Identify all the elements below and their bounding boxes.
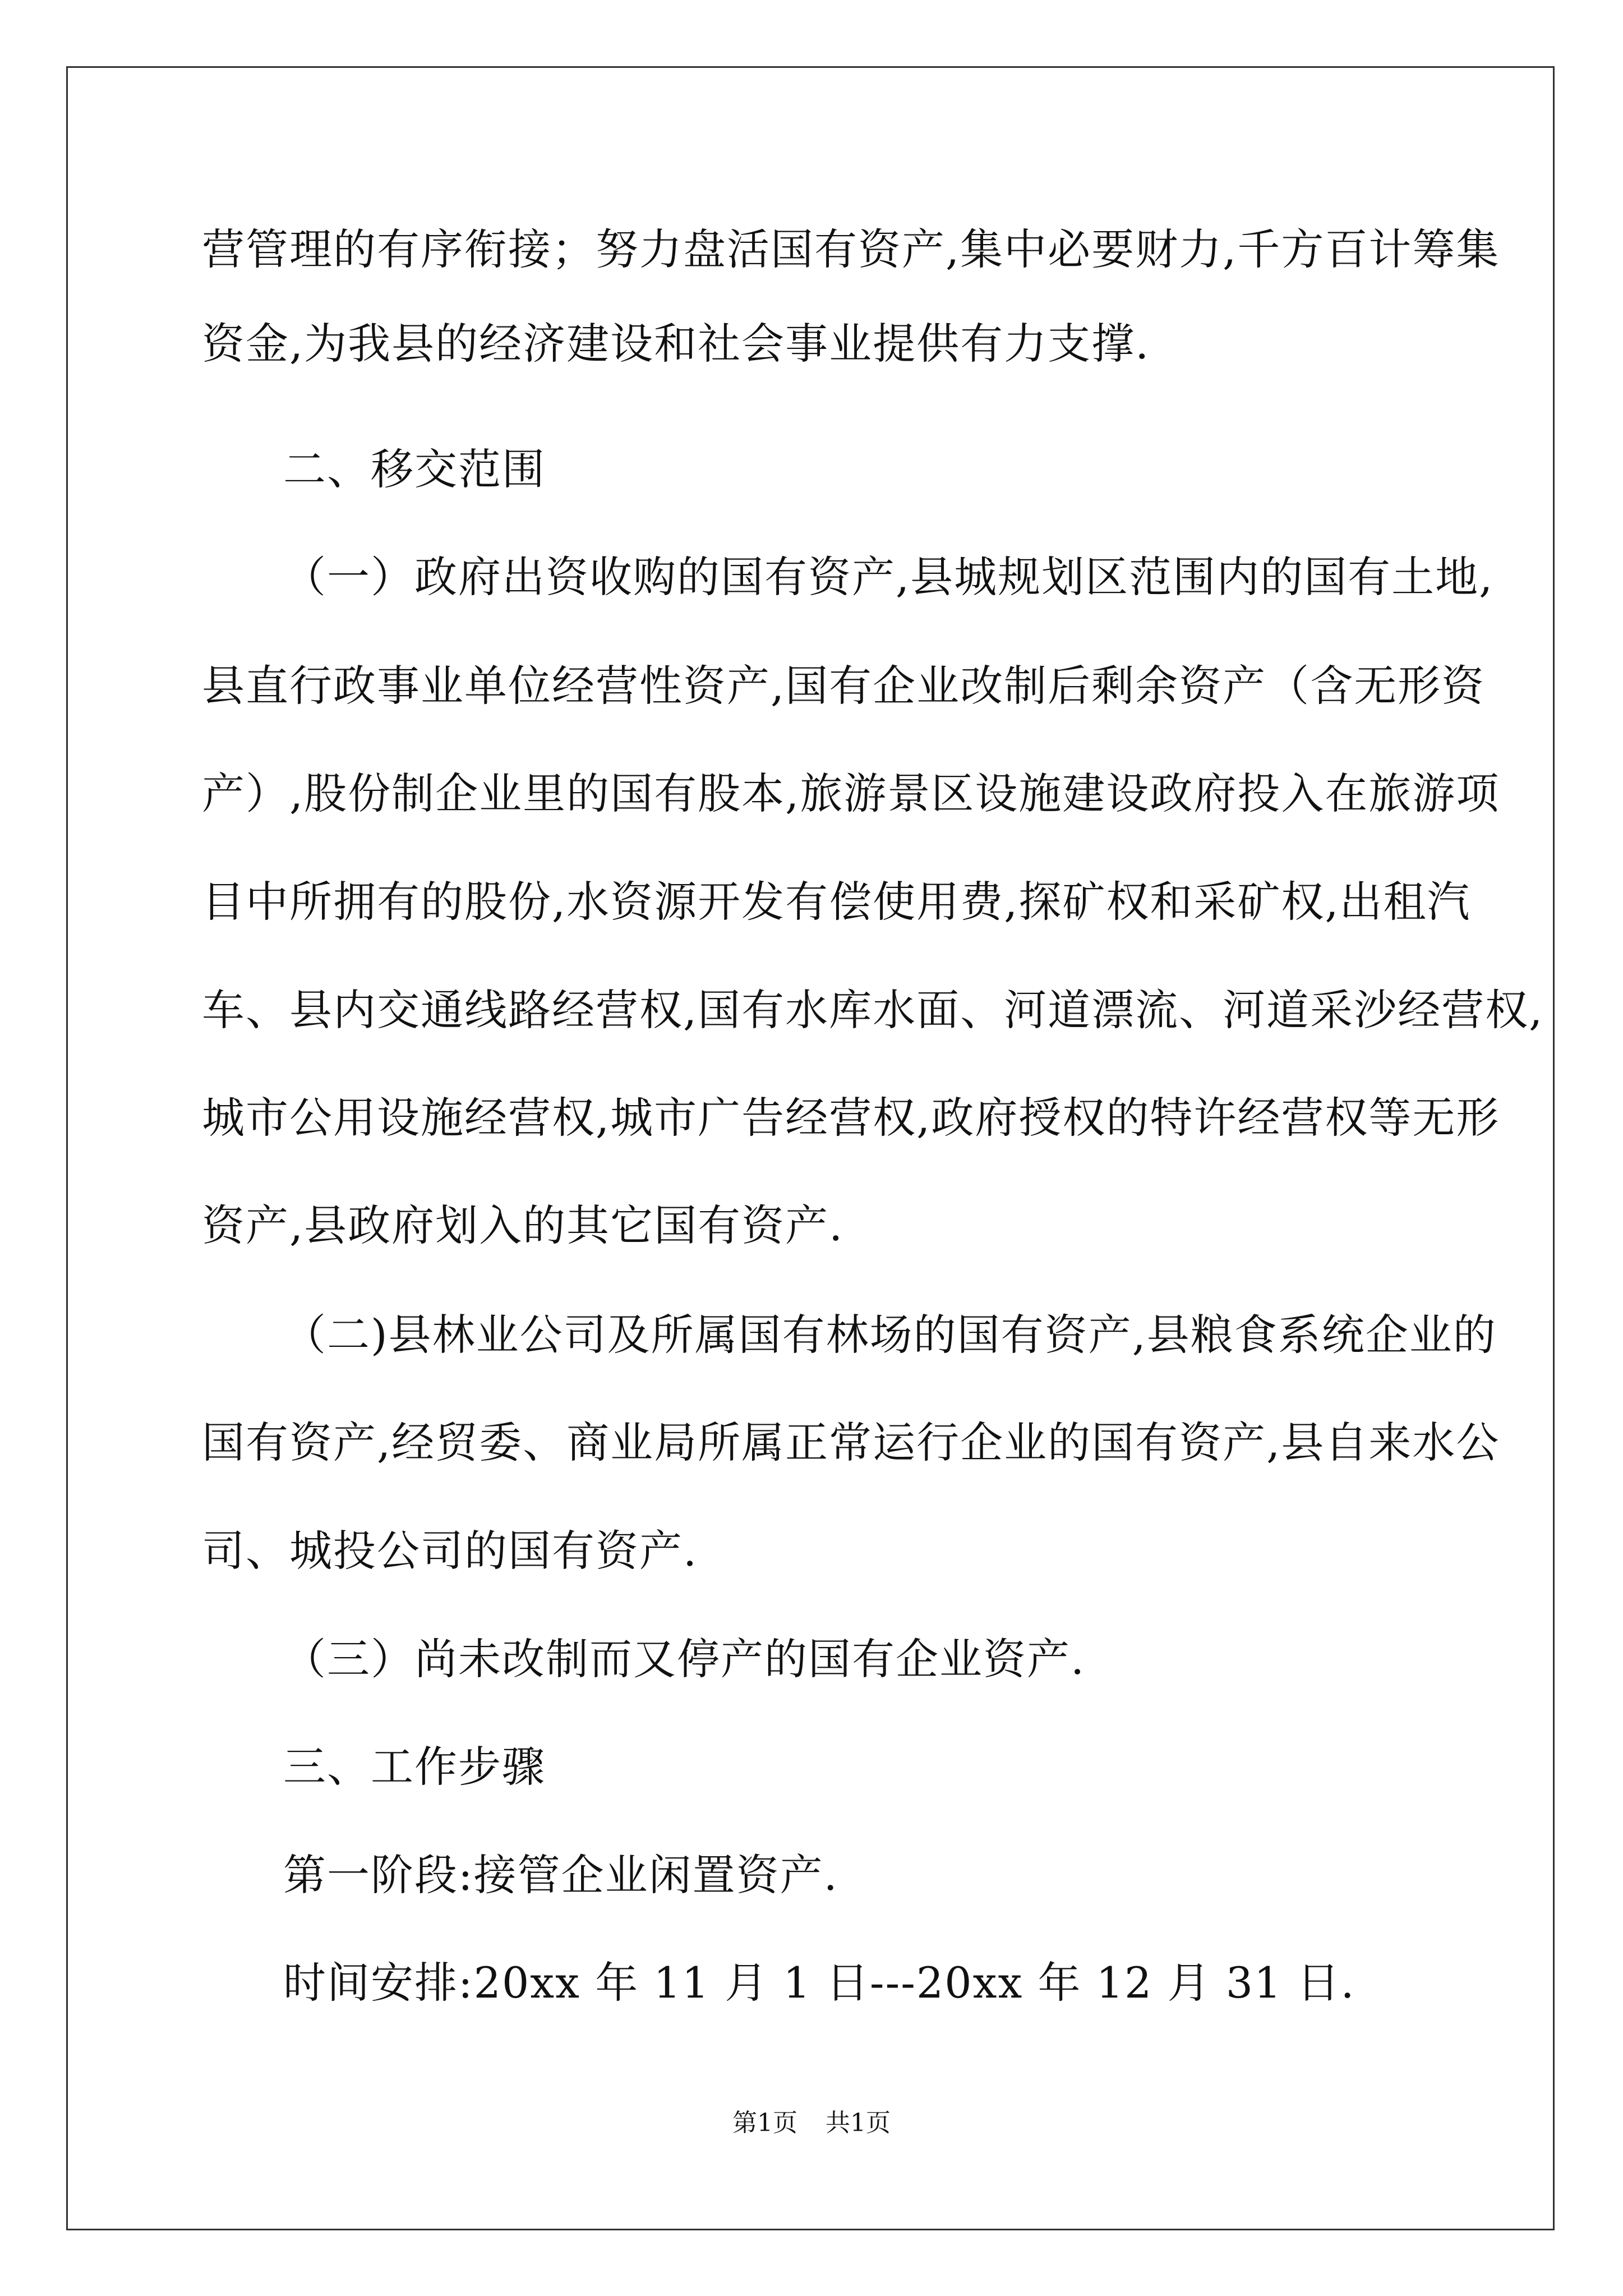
- paragraph-line: 资产,县政府划入的其它国有资产.: [202, 1200, 844, 1250]
- paragraph-line: 目中所拥有的股份,水资源开发有偿使用费,探矿权和采矿权,出租汽: [202, 877, 1471, 927]
- page-footer: [0, 2106, 1623, 2140]
- text-line: 营管理的有序衔接；努力盘活国有资产,集中必要财力,千方百计筹集: [202, 224, 1500, 274]
- page-total: 共1页: [826, 2109, 891, 2137]
- paragraph-line: 第一阶段:接管企业闲置资产.: [283, 1850, 838, 1900]
- paragraph-line: 司、城投公司的国有资产.: [202, 1526, 698, 1576]
- text-line: 资金,为我县的经济建设和社会事业提供有力支撑.: [202, 319, 1150, 369]
- paragraph-line: （二)县林业公司及所属国有林场的国有资产,县粮食系统企业的: [283, 1310, 1497, 1360]
- paragraph-line: 国有资产,经贸委、商业局所属正常运行企业的国有资产,县自来水公: [202, 1418, 1500, 1467]
- page-number: 第1页: [732, 2109, 797, 2137]
- paragraph-line: （一）政府出资收购的国有资产,县城规划区范围内的国有土地,: [283, 552, 1494, 602]
- section-heading: 二、移交范围: [283, 444, 546, 494]
- paragraph-line: 车、县内交通线路经营权,国有水库水面、河道漂流、河道采沙经营权,: [202, 985, 1544, 1035]
- paragraph-line: 时间安排:20xx 年 11 月 1 日---20xx 年 12 月 31 日.: [283, 1958, 1355, 2008]
- paragraph-line: 产）,股份制企业里的国有股本,旅游景区设施建设政府投入在旅游项: [202, 769, 1500, 818]
- paragraph-line: 城市公用设施经营权,城市广告经营权,政府授权的特许经营权等无形: [202, 1093, 1500, 1143]
- paragraph-line: 县直行政事业单位经营性资产,国有企业改制后剩余资产（含无形资: [202, 661, 1486, 711]
- paragraph-line: （三）尚未改制而又停产的国有企业资产.: [283, 1634, 1086, 1684]
- section-heading: 三、工作步骤: [283, 1742, 546, 1792]
